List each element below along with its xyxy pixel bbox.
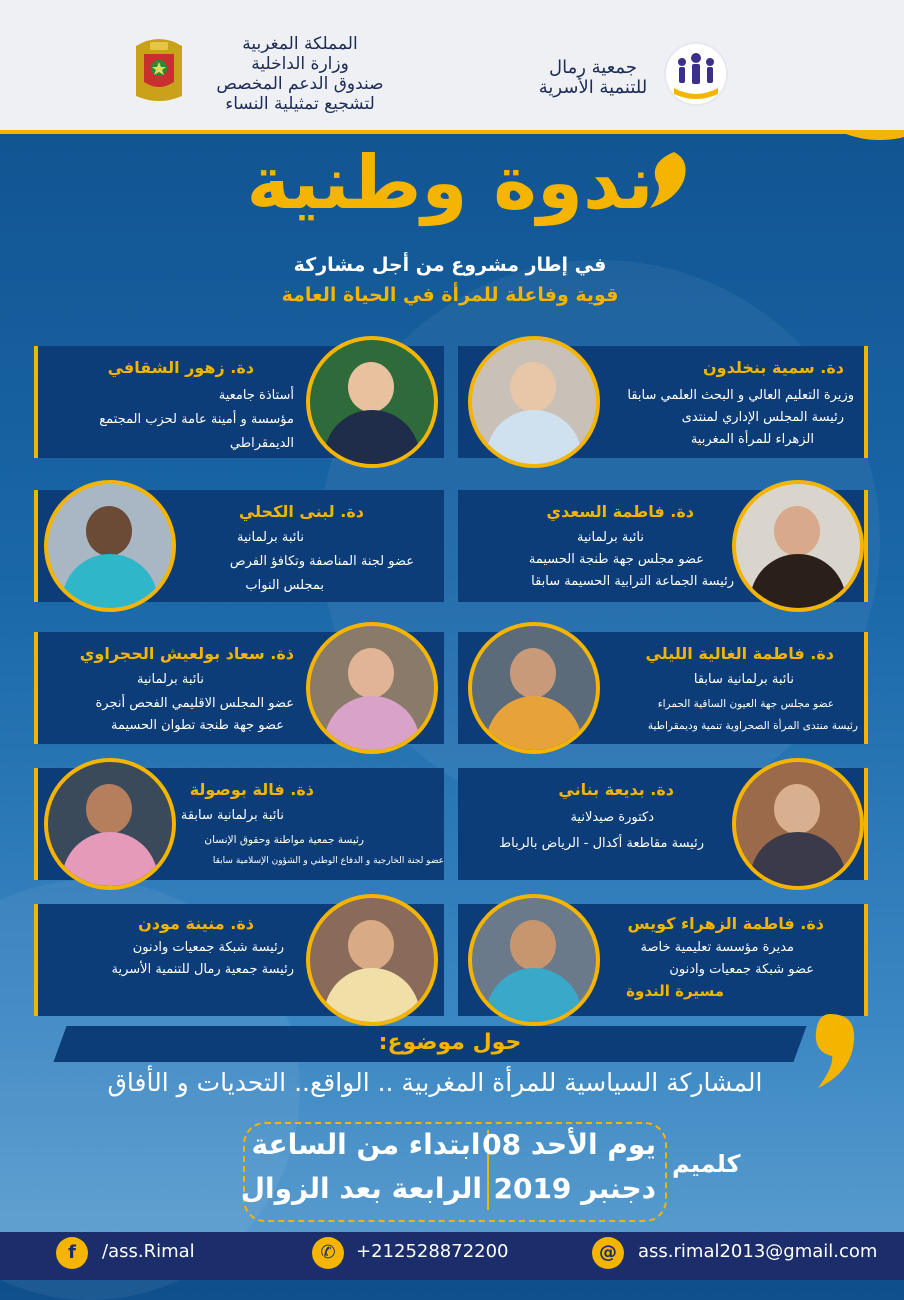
- speaker-line-6-2: عضو المجلس الاقليمي الفحص أنجرة: [95, 696, 294, 711]
- quote-comma-icon: [810, 1010, 860, 1090]
- topic-text: المشاركة السياسية للمرأة المغربية .. الواقع.. التحديات و الأفاق: [107, 1068, 763, 1097]
- speaker-name-3: دة. فاطمة السعدي: [546, 502, 694, 521]
- speaker-photo-1: [468, 336, 600, 468]
- moroccan-coat-of-arms-icon: [126, 36, 192, 106]
- speaker-line-7-1: دكتورة صيدلانية: [570, 810, 654, 825]
- speaker-line-7-2: رئيسة مقاطعة أكدال - الرياض بالرباط: [499, 836, 704, 851]
- speaker-photo-7: [732, 758, 864, 890]
- speaker-line-8-3: عضو لجنة الخارجية و الدفاع الوطني و الشؤون الإسلامية سابقا: [212, 856, 444, 866]
- speaker-name-8: ذة. فالة بوصولة: [189, 780, 314, 799]
- speaker-line-4-2: عضو لجنة المناصفة وتكافؤ الفرص: [229, 554, 414, 569]
- assoc-line-2: للتنمية الأسرية: [538, 77, 648, 98]
- phone-icon: ✆: [312, 1237, 344, 1269]
- speaker-line-2-2: مؤسسة و أمينة عامة لحزب المجتمع: [99, 412, 294, 427]
- speech-drop-icon: [644, 150, 690, 210]
- speaker-line-9-2: عضو شبكة جمعيات وادنون: [669, 962, 814, 977]
- speaker-name-5: دة. فاطمة الغالية الليلي: [645, 644, 834, 663]
- speaker-line-3-1: نائبة برلمانية: [577, 530, 644, 545]
- speaker-photo-9: [468, 894, 600, 1026]
- speaker-line-3-2: عضو مجلس جهة طنجة الحسيمة: [528, 552, 704, 567]
- speaker-line-8-2: رئيسة جمعية مواطنة وحقوق الإنسان: [204, 834, 364, 846]
- speaker-line-5-1: نائبة برلمانية سابقا: [693, 672, 794, 687]
- speaker-line-6-3: عضو جهة طنجة تطوان الحسيمة: [110, 718, 284, 733]
- speaker-line-2-1: أستاذة جامعية: [218, 388, 294, 403]
- header-divider: [0, 130, 904, 134]
- speaker-name-1: دة. سمية بنخلدون: [702, 358, 844, 377]
- speaker-photo-5: [468, 622, 600, 754]
- org-line-4: لتشجيع تمثيلية النساء: [225, 94, 375, 114]
- speaker-line-4-3: بمجلس النواب: [245, 578, 324, 593]
- speaker-photo-6: [306, 622, 438, 754]
- event-day: يوم الأحد 08: [482, 1128, 656, 1161]
- event-time-detail: الرابعة بعد الزوال: [240, 1172, 482, 1205]
- speaker-line-9-1: مديرة مؤسسة تعليمية خاصة: [640, 940, 794, 955]
- speaker-line-8-1: نائبة برلمانية سابقة: [180, 808, 284, 823]
- subtitle-line-1: في إطار مشروع من أجل مشاركة: [293, 254, 607, 276]
- speaker-line-10-1: رئيسة شبكة جمعيات وادنون: [132, 940, 284, 955]
- speaker-name-10: ذة. منينة مودن: [138, 914, 254, 933]
- speaker-line-6-1: نائبة برلمانية: [137, 672, 204, 687]
- at-sign-icon: @: [592, 1237, 624, 1269]
- topic-label: حول موضوع:: [378, 1030, 522, 1055]
- phone-number[interactable]: +212528872200: [356, 1241, 509, 1262]
- rimal-logo-icon: [664, 42, 728, 106]
- speaker-name-9: ذة. فاطمة الزهراء كويس: [627, 914, 824, 933]
- speaker-line-5-2: عضو مجلس جهة العيون الساقية الحمراء: [657, 698, 834, 710]
- email-address[interactable]: ass.rimal2013@gmail.com: [638, 1241, 878, 1262]
- event-place: كلميم: [672, 1150, 741, 1178]
- ministry-block: [200, 34, 400, 114]
- speaker-line-4-1: نائبة برلمانية: [237, 530, 304, 545]
- speaker-name-7: دة. بديعة بناني: [558, 780, 674, 799]
- speaker-line-2-3: الديمقراطي: [229, 436, 294, 451]
- facebook-handle[interactable]: /ass.Rimal: [102, 1241, 195, 1262]
- facebook-icon: f: [56, 1237, 88, 1269]
- speaker-name-4: دة. لبنى الكحلي: [238, 502, 364, 521]
- speaker-line-3-3: رئيسة الجماعة الترابية الحسيمة سابقا: [531, 574, 734, 589]
- speaker-photo-4: [44, 480, 176, 612]
- speaker-name-2: دة. زهور الشقافي: [107, 358, 254, 377]
- speaker-photo-3: [732, 480, 864, 612]
- speaker-photo-10: [306, 894, 438, 1026]
- speaker-line-5-3: رئيسة منتدى المرأة الصحراوية تنمية وديمقراطية: [647, 720, 858, 732]
- association-name: [528, 58, 658, 98]
- speaker-line-1-1: وزيرة التعليم العالي و البحث العلمي سابقا: [627, 388, 854, 403]
- event-time-start: ابتداء من الساعة: [251, 1128, 481, 1161]
- org-line-1: المملكة المغربية: [242, 34, 358, 54]
- page-title: ندوة وطنية: [246, 140, 654, 226]
- speaker-line-1-3: الزهراء للمرأة المغربية: [690, 432, 814, 447]
- org-line-3: صندوق الدعم المخصص: [216, 74, 384, 94]
- speaker-photo-2: [306, 336, 438, 468]
- moderator-role: مسيرة الندوة: [626, 982, 724, 1000]
- speaker-photo-8: [44, 758, 176, 890]
- event-month: دجنبر 2019: [493, 1172, 656, 1205]
- assoc-line-1: جمعية رمال: [549, 57, 637, 78]
- speaker-line-10-2: رئيسة جمعية رمال للتنمية الأسرية: [111, 962, 294, 977]
- org-line-2: وزارة الداخلية: [251, 54, 349, 74]
- subtitle-line-2: قوية وفاعلة للمرأة في الحياة العامة: [281, 284, 619, 306]
- speaker-line-1-2: رئيسة المجلس الإداري لمنتدى: [681, 410, 844, 425]
- speaker-name-6: ذة. سعاد بولعيش الحجراوي: [79, 644, 294, 663]
